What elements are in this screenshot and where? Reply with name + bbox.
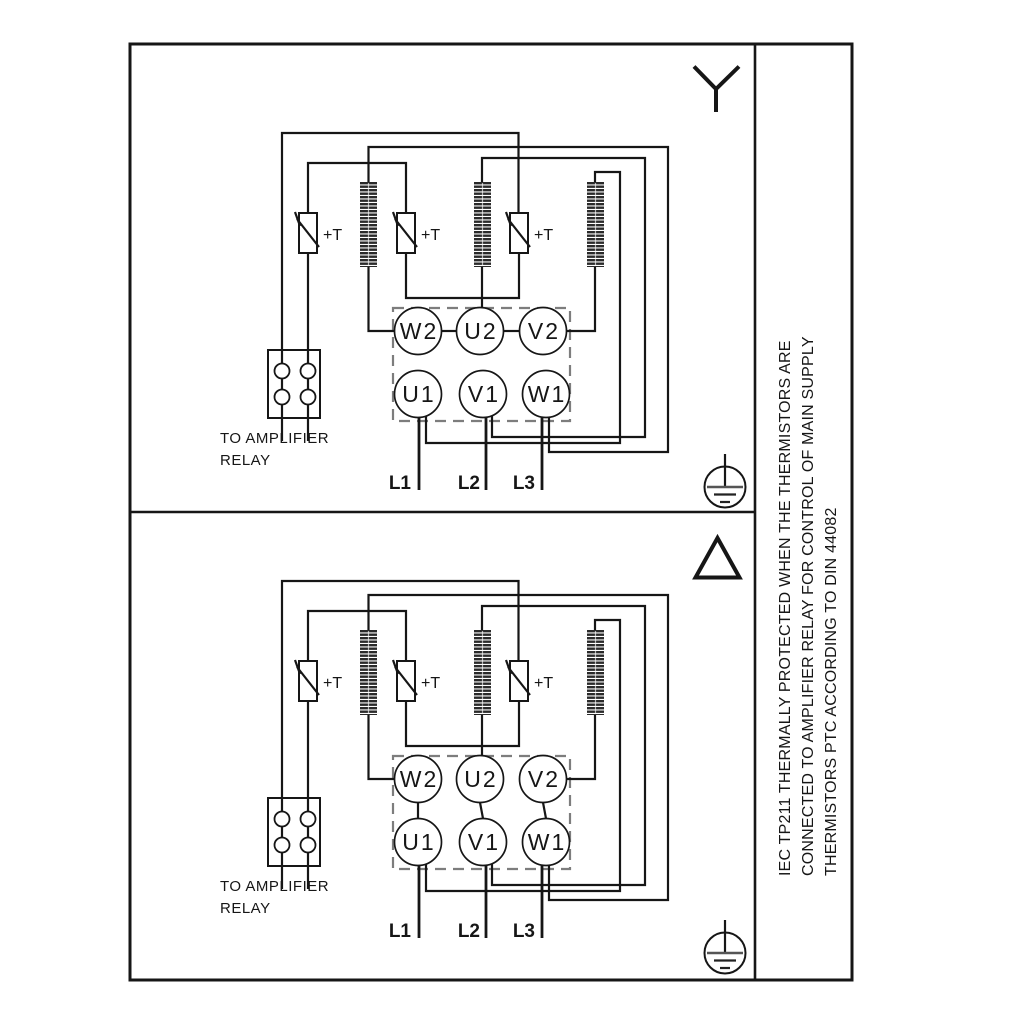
delta-panel — [220, 538, 746, 974]
delta-connection-icon — [696, 538, 740, 578]
sidebar-note — [777, 336, 840, 876]
sidebar-note-line2: CONNECTED TO AMPLIFIER RELAY FOR CONTROL OF MAIN SUPPLY — [800, 336, 817, 876]
sidebar-note-line1: IEC TP211 THERMALLY PROTECTED WHEN THE THERMISTORS ARE — [777, 340, 794, 876]
star-connection-icon — [694, 67, 739, 113]
star-panel — [220, 67, 746, 508]
delta-vertical-links — [418, 803, 546, 819]
sidebar-note-line3: THERMISTORS PTC ACCORDING TO DIN 44082 — [823, 507, 840, 876]
